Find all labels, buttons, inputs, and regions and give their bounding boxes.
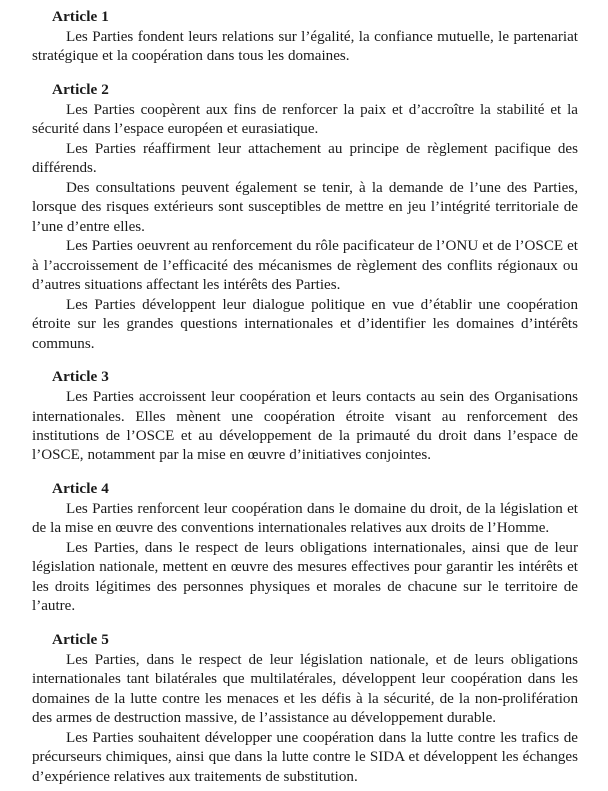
article-heading: Article 5 — [52, 630, 109, 648]
article-section — [32, 8, 578, 67]
article-section — [32, 480, 578, 617]
article-paragraph: Les Parties renforcent leur coopération dans le domaine du droit, de la législation et de la mise en œuvre des conventions internationales relatives aux droits de l’Homme. — [32, 500, 578, 537]
article-paragraph: Les Parties fondent leurs relations sur l’égalité, la confiance mutuelle, le partenariat stratégique et la coopération dans tous les domaines. — [32, 29, 578, 65]
article-paragraph: Les Parties accroissent leur coopération et leurs contacts au sein des Organisations internationales. Elles mènent une coopération étroite visant au renforcement des institutions de l’OSCE et au développement de la primauté du droit dans l’espace de l’OSCE, notamment par la mise en œuvre d’initiatives conjointes. — [32, 389, 578, 464]
article-section — [32, 368, 578, 466]
article-paragraph: Les Parties coopèrent aux fins de renforcer la paix et d’accroître la stabilité et la sécurité dans l’espace européen et eurasiatique. — [32, 101, 578, 138]
article-paragraph: Les Parties développent leur dialogue politique en vue d’établir une coopération étroite sur les grandes questions internationales et d’identifier les domaines d’intérêts communs. — [32, 296, 578, 352]
article-paragraph: Des consultations peuvent également se tenir, à la demande de l’une des Parties, lorsque des risques extérieurs sont susceptibles de mettre en jeu l’intégrité territoriale de l’une d’entre elles. — [32, 179, 578, 235]
article-paragraph: Les Parties souhaitent développer une coopération dans la lutte contre les trafics de précurseurs chimiques, ainsi que dans la lutte contre le SIDA et développent les échanges d’expérience relatives aux traitements de substitution. — [32, 729, 578, 785]
article-section — [32, 81, 578, 354]
article-heading: Article 2 — [52, 80, 109, 98]
article-paragraph: Les Parties, dans le respect de leur législation nationale, et de leurs obligations internationales tant bilatérales que multilatérales, développent leur coopération dans les domaines de la lutte contre les menaces et les défis à la sécurité, de la non-prolifération des armes de destruction massive, de l’assistance au développement durable. — [32, 651, 578, 727]
article-paragraph: Les Parties, dans le respect de leurs obligations internationales, ainsi que de leur législation nationale, mettent en œuvre des mesures effectives pour garantir les intérêts et les droits légitimes des personnes physiques et morales de chacune sur le territoire de l’autre. — [32, 539, 578, 615]
article-heading: Article 3 — [52, 368, 109, 386]
article-heading: Article 1 — [52, 8, 109, 25]
article-heading: Article 4 — [52, 479, 109, 497]
article-paragraph: Les Parties réaffirment leur attachement au principe de règlement pacifique des différends. — [32, 140, 578, 177]
article-section — [32, 631, 578, 787]
article-paragraph: Les Parties oeuvrent au renforcement du rôle pacificateur de l’ONU et de l’OSCE et à l’accroissement de l’efficacité des mécanismes de règlement des conflits régionaux ou d’autres situations affectant les intérêts des Parties. — [32, 238, 578, 294]
